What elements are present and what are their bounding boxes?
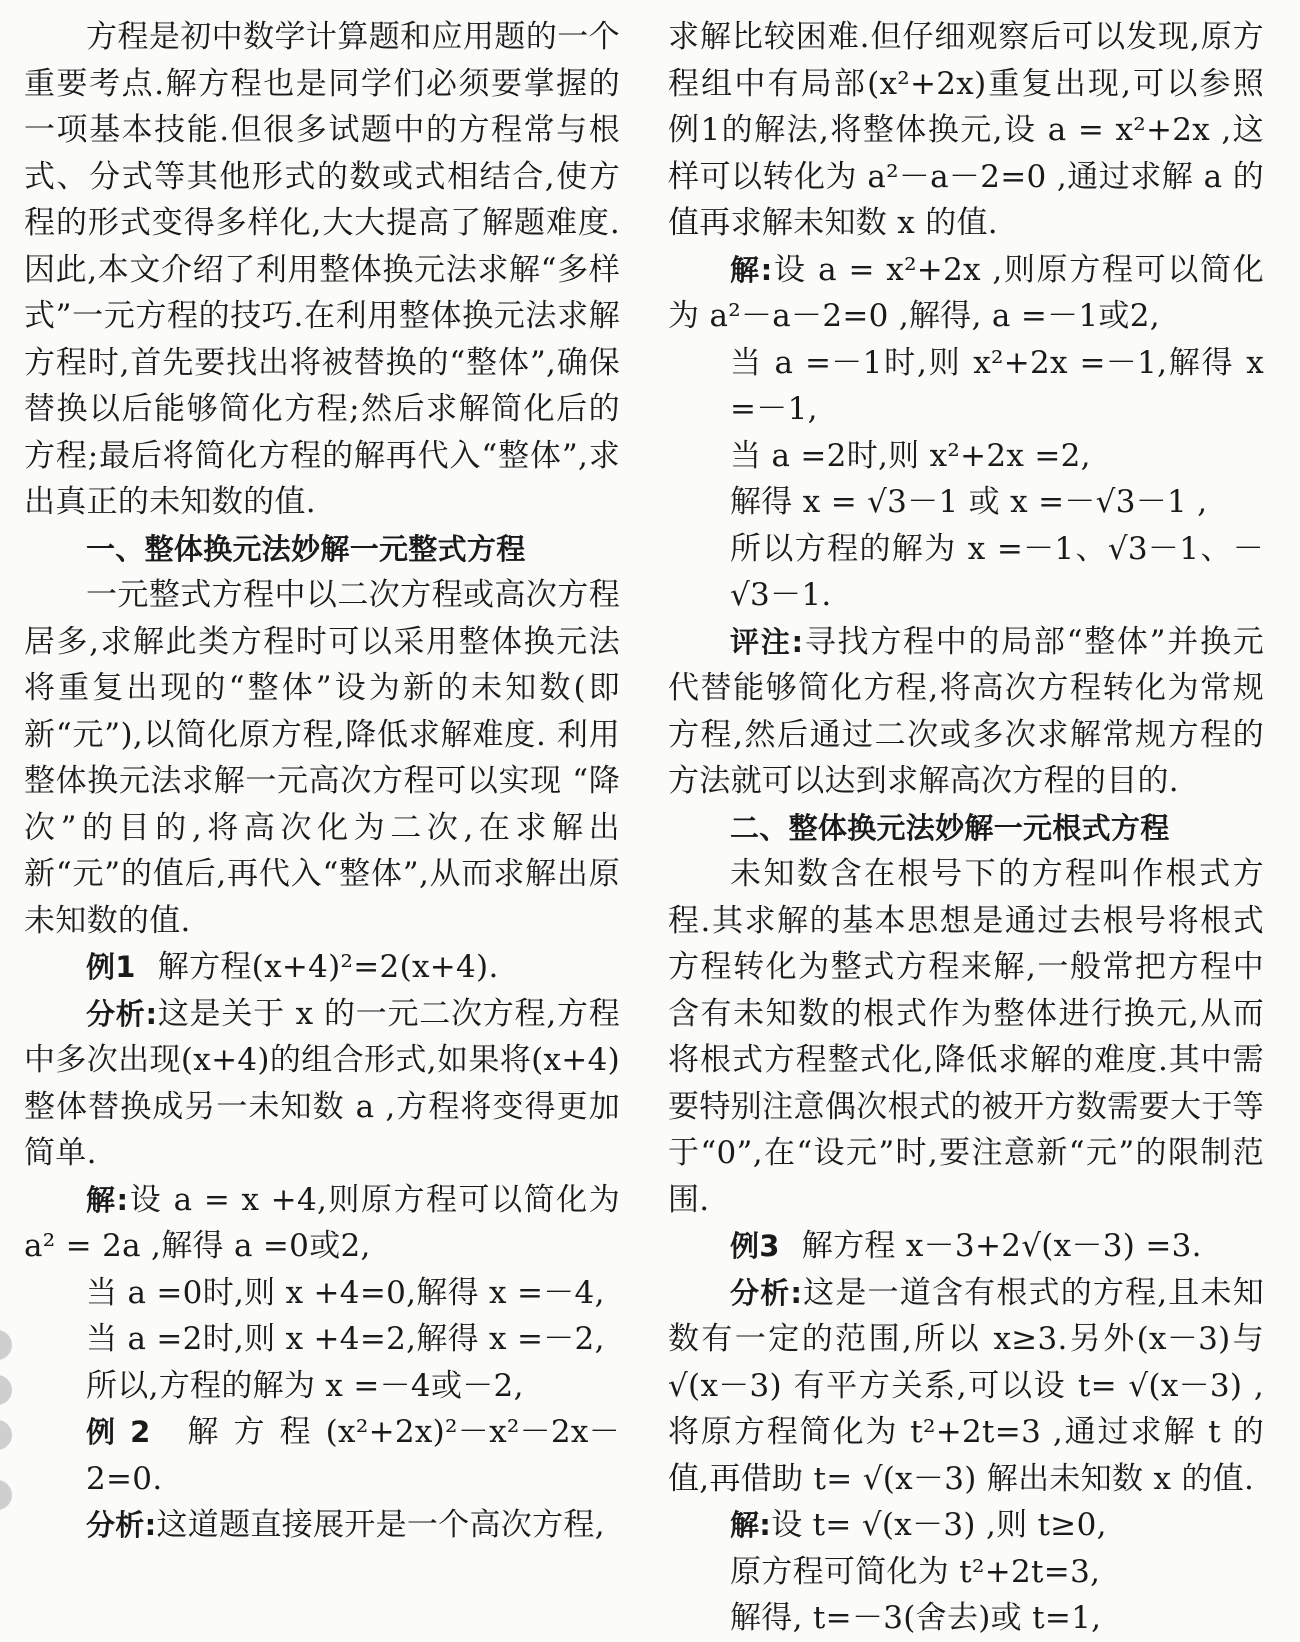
solution-step: 当 a =－1时,则 x²+2x =－1,解得 x =－1,: [730, 344, 1264, 427]
binding-hole: [0, 1375, 12, 1405]
example-text: 解方程 x－3+2√(x－3) =3.: [801, 1228, 1202, 1264]
solution-step: 解得 x = √3－1 或 x =－√3－1 ,: [730, 484, 1208, 520]
example-3: [668, 1223, 1264, 1270]
binding-hole: [0, 1420, 12, 1450]
analysis-text: 这是关于 x 的一元二次方程,方程中多次出现(x+4)的组合形式,如果将(x+4)整体替换成另一未知数 a ,方程将变得更加简单.: [24, 995, 620, 1171]
example-2: [24, 1409, 620, 1502]
comment-paragraph: [668, 619, 1264, 805]
analysis-text: 这是一道含有根式的方程,且未知数有一定的范围,所以 x≥3.另外(x－3)与 √(x－3) 有平方关系,可以设 t= √(x－3) ,将原方程简化为 t²+2t=3 ,通过求解 t 的值,再借助 t= √(x－3) 解出未知数 x 的值.: [668, 1274, 1264, 1497]
section-heading-2: 二、整体换元法妙解一元根式方程: [730, 810, 1170, 845]
solution-paragraph: [668, 247, 1264, 340]
example-label: 例2: [86, 1415, 151, 1449]
solution-label: 解:: [730, 252, 773, 287]
binding-hole: [0, 1330, 12, 1360]
analysis-label: 分析:: [730, 1275, 803, 1310]
example-1: [24, 944, 620, 991]
comment-label: 评注:: [730, 624, 804, 659]
left-column: [24, 14, 620, 1549]
solution-text: 设 a = x +4,则原方程可以简化为 a² = 2a ,解得 a =0或2,: [24, 1181, 621, 1264]
solution-text: 设 t= √(x－3) ,则 t≥0,: [771, 1507, 1107, 1543]
binding-hole: [0, 1480, 12, 1510]
solution-step: 当 a =2时,则 x²+2x =2,: [730, 437, 1091, 474]
analysis-paragraph: [24, 991, 620, 1177]
section-heading-1: 一、整体换元法妙解一元整式方程: [86, 531, 526, 566]
example-label: 例3: [730, 1229, 780, 1263]
solution-step: 当 a =0时,则 x +4=0,解得 x =－4,: [86, 1274, 605, 1311]
comment-text: 寻找方程中的局部“整体”并换元代替能够简化方程,将高次方程转化为常规方程,然后通过二次或多次求解常规方程的方法就可以达到求解高次方程的目的.: [668, 623, 1264, 799]
solution-step: 当 a =2时,则 x +4=2,解得 x =－2,: [86, 1321, 605, 1357]
right-column: [668, 14, 1264, 1642]
solution-text: 设 a = x²+2x ,则原方程可以简化为 a²－a－2=0 ,解得, a =－1或2,: [668, 251, 1264, 334]
continued-paragraph: 求解比较困难.但仔细观察后可以发现,原方程组中有局部(x²+2x)重复出现,可以参照例1的解法,将整体换元,设 a = x²+2x ,这样可以转化为 a²－a－2=0 ,通过求解 a 的值再求解未知数 x 的值.: [668, 19, 1264, 241]
body-paragraph: 未知数含在根号下的方程叫作根式方程.其求解的基本思想是通过去根号将根式方程转化为整式方程来解,一般常把方程中含有未知数的根式作为整体进行换元,从而将根式方程整式化,降低求解的难度.其中需要特别注意偶次根式的被开方数需要大于等于“0”,在“设元”时,要注意新“元”的限制范围.: [668, 856, 1264, 1218]
solution-step: 原方程可简化为 t²+2t=3,: [730, 1553, 1101, 1590]
analysis-paragraph: [668, 1270, 1264, 1503]
example-text: 解方程(x²+2x)²－x²－2x－2=0.: [86, 1414, 620, 1497]
solution-step: 所以,方程的解为 x =－4或－2,: [86, 1367, 524, 1404]
solution-label: 解:: [86, 1182, 129, 1217]
solution-paragraph: [668, 1502, 1264, 1549]
solution-step: 解得, t=－3(舍去)或 t=1,: [730, 1600, 1102, 1636]
body-paragraph: 一元整式方程中以二次方程或高次方程居多,求解此类方程时可以采用整体换元法将重复出现的“整体”设为新的未知数(即新“元”),以简化原方程,降低求解难度. 利用整体换元法求解一元高次方程可以实现 “降次”的目的,将高次化为二次,在求解出新“元”的值后,再代入“整体”,从而求解出原未知数的值.: [24, 577, 620, 939]
example-text: 解方程(x+4)²=2(x+4).: [157, 949, 499, 985]
analysis-text: 这道题直接展开是一个高次方程,: [156, 1507, 605, 1543]
solution-step: 所以方程的解为 x =－1、√3－1、－√3－1.: [730, 530, 1264, 613]
analysis-label: 分析:: [86, 1508, 157, 1542]
intro-paragraph: 方程是初中数学计算题和应用题的一个重要考点.解方程也是同学们必须要掌握的一项基本技能.但很多试题中的方程常与根式、分式等其他形式的数或式相结合,使方程的形式变得多样化,大大提高了解题难度.因此,本文介绍了利用整体换元法求解“多样式”一元方程的技巧.在利用整体换元法求解方程时,首先要找出将被替换的“整体”,确保替换以后能够简化方程;然后求解简化后的方程;最后将简化方程的解再代入“整体”,求出真正的未知数的值.: [24, 19, 620, 520]
example-label: 例1: [86, 950, 136, 984]
solution-label: 解:: [730, 1508, 772, 1542]
analysis-paragraph: [24, 1502, 620, 1549]
solution-paragraph: [24, 1177, 620, 1270]
analysis-label: 分析:: [86, 996, 158, 1031]
